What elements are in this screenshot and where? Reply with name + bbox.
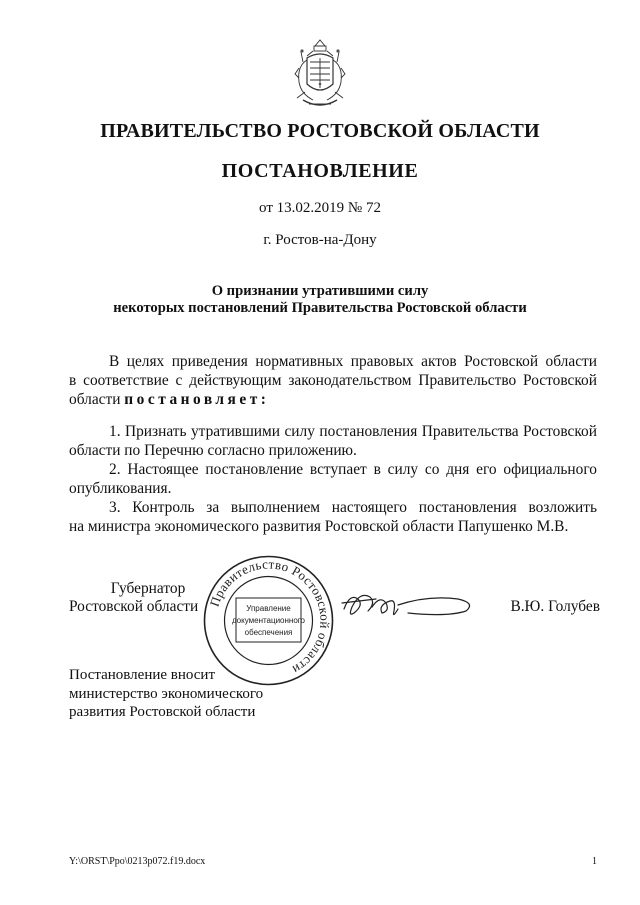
coat-of-arms-emblem xyxy=(293,38,347,112)
signatory-position-line: Губернатор xyxy=(110,580,186,597)
handwritten-signature xyxy=(338,585,478,625)
preamble-line: в соответствие с действующим законодательством Правительство Ростовской xyxy=(69,372,597,389)
page-number: 1 xyxy=(592,856,597,867)
resolves-word: постановляет: xyxy=(124,391,270,408)
preamble-line: В целях приведения нормативных правовых актов Ростовской области xyxy=(109,353,597,370)
resolution-item-1 xyxy=(69,422,597,460)
seal-inner-text: документационного xyxy=(232,616,305,625)
item-line: области по Перечню согласно приложению. xyxy=(69,442,357,459)
signatory-position-line: Ростовской области xyxy=(69,598,199,615)
item-line: 1. Признать утратившими силу постановления Правительства Ростовской xyxy=(109,423,597,440)
submitted-by-line: развития Ростовской области xyxy=(69,704,256,720)
resolution-item-2 xyxy=(69,460,597,498)
seal-outer-text: Правительство Ростовской области xyxy=(206,556,333,678)
signatory-name: В.Ю. Голубев xyxy=(510,598,600,615)
item-line: на министра экономического развития Ростовской области Папушенко М.В. xyxy=(69,518,569,535)
submitted-by-line: министерство экономического xyxy=(69,685,264,702)
footer-file-path: Y:\ORST\Ppo\0213p072.f19.docx xyxy=(69,856,206,867)
item-line: 3. Контроль за выполнением настоящего постановления возложить xyxy=(109,499,597,516)
subject-line: некоторых постановлений Правительства Ростовской области xyxy=(113,300,527,316)
preamble-line-start: области xyxy=(69,391,125,408)
document-date-number: от 13.02.2019 № 72 xyxy=(259,200,381,216)
submitted-by-block xyxy=(69,666,329,722)
item-line: 2. Настоящее постановление вступает в силу со дня его официального xyxy=(109,461,597,478)
item-line: опубликования. xyxy=(69,480,172,497)
submitted-by-line: Постановление вносит xyxy=(69,667,216,683)
seal-inner-text: обеспечения xyxy=(244,628,293,637)
organization-title: ПРАВИТЕЛЬСТВО РОСТОВСКОЙ ОБЛАСТИ xyxy=(100,120,540,142)
preamble-paragraph xyxy=(69,352,597,409)
document-subject xyxy=(0,283,640,317)
document-city: г. Ростов-на-Дону xyxy=(263,232,377,248)
seal-inner-text: Управление xyxy=(246,604,291,613)
preamble-line xyxy=(69,390,597,409)
document-type-title: ПОСТАНОВЛЕНИЕ xyxy=(221,160,419,182)
resolution-item-3 xyxy=(69,498,597,536)
subject-line: О признании утратившими силу xyxy=(211,283,429,299)
signatory-position xyxy=(69,580,209,616)
